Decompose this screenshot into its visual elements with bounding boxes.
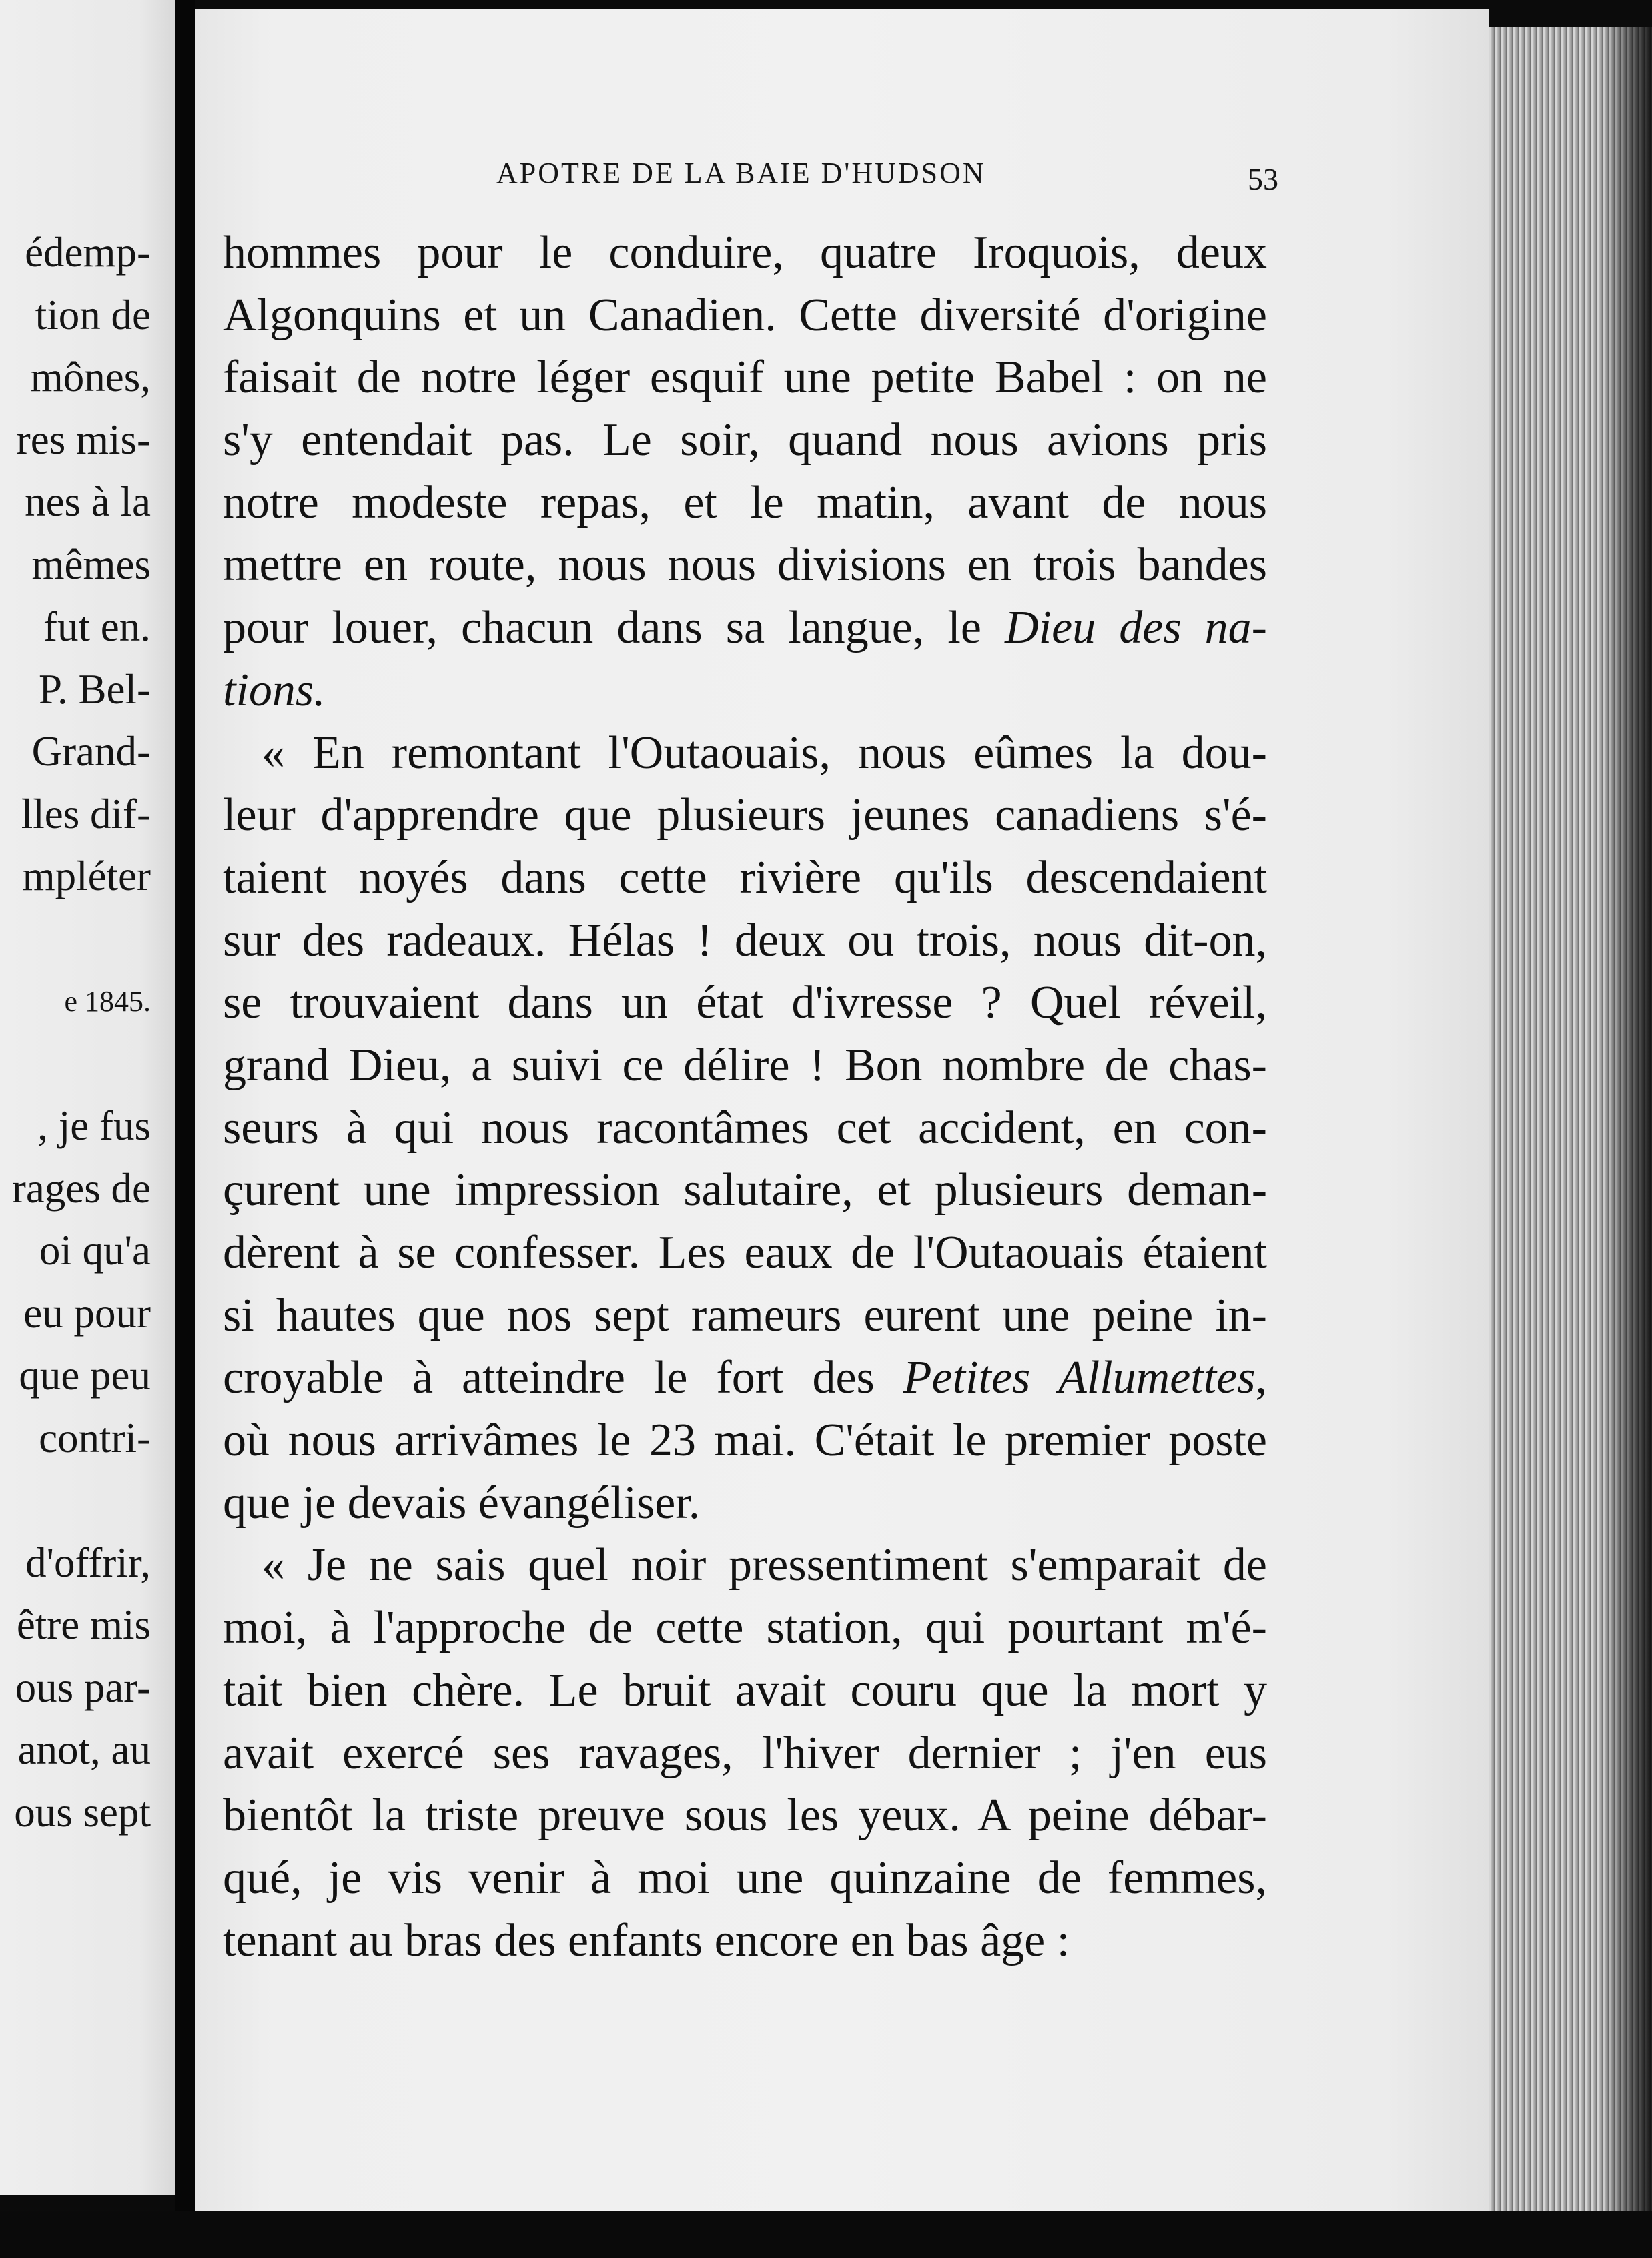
text-line: grand Dieu, a suivi ce délire ! Bon nombre de chas- (223, 1039, 1267, 1091)
left-page-line: que peu (19, 1352, 151, 1399)
left-page-line: fut en. (43, 603, 151, 650)
text-line: çurent une impression salutaire, et plusieurs deman- (223, 1164, 1267, 1216)
text-line: mettre en route, nous nous divisions en trois bandes (223, 539, 1267, 591)
text-line: tait bien chère. Le bruit avait couru que la mort y (223, 1664, 1267, 1716)
text-line: qué, je vis venir à moi une quinzaine de femmes, (223, 1852, 1267, 1904)
text-line: bientôt la triste preuve sous les yeux. A peine débar- (223, 1790, 1267, 1842)
text-segment: croyable à atteindre le fort des (223, 1352, 903, 1404)
left-page-text (12, 222, 151, 1844)
left-page-fragment (0, 0, 175, 2195)
page-edges-shadow (1601, 27, 1652, 2258)
left-page-line: ous par- (15, 1663, 151, 1711)
text-line: si hautes que nos sept rameurs eurent une peine in- (223, 1289, 1267, 1341)
text-line: hommes pour le conduire, quatre Iroquois, deux (223, 227, 1267, 278)
left-page-line (12, 908, 151, 971)
left-page-line: Grand- (31, 728, 151, 775)
scan-border (0, 2211, 1652, 2258)
text-line: dèrent à se confesser. Les eaux de l'Outaouais étaient (223, 1227, 1267, 1278)
text-line: où nous arrivâmes le 23 mai. C'était le premier poste (223, 1415, 1267, 1467)
left-page-line: contri- (39, 1414, 151, 1461)
text-line: Algonquins et un Canadien. Cette diversité d'origine (223, 289, 1267, 341)
text-line (223, 597, 1267, 659)
text-line: moi, à l'approche de cette station, qui pourtant m'é- (223, 1602, 1267, 1654)
left-page-line: être mis (16, 1601, 151, 1648)
paragraph-start: « En remontant l'Outaouais, nous eûmes la dou- (262, 727, 1267, 779)
text-line: s'y entendait pas. Le soir, quand nous avions pris (223, 414, 1267, 466)
left-page-line: res mis- (16, 416, 151, 463)
text-line (223, 659, 1267, 722)
text-line: taient noyés dans cette rivière qu'ils descendaient (223, 851, 1267, 903)
left-page-line: mêmes (31, 540, 151, 588)
left-page-line: d'offrir, (25, 1539, 151, 1586)
left-page-line (12, 1033, 151, 1096)
text-line: leur d'apprendre que plusieurs jeunes canadiens s'é- (223, 789, 1267, 841)
left-page-line (12, 1469, 151, 1532)
running-title: APOTRE DE LA BAIE D'HUDSON (496, 157, 986, 190)
text-segment: , (1255, 1352, 1267, 1404)
italic-phrase: tions. (223, 664, 326, 716)
text-line: que je devais évangéliser. (223, 1477, 701, 1529)
body-text (223, 222, 1267, 1972)
main-page (195, 9, 1489, 2211)
left-page-line: tion de (35, 291, 151, 338)
text-line: se trouvaient dans un état d'ivresse ? Quel réveil, (223, 977, 1267, 1029)
left-page-line: mônes, (30, 354, 151, 400)
left-page-line: anot, au (17, 1726, 151, 1773)
left-page-line: P. Bel- (38, 665, 151, 713)
left-page-line: , je fus (37, 1102, 151, 1149)
left-page-line: édemp- (25, 229, 151, 276)
left-page-line: eu pour (23, 1289, 151, 1337)
text-line: notre modeste repas, et le matin, avant de nous (223, 476, 1267, 528)
text-line: avait exercé ses ravages, l'hiver dernier ; j'en eus (223, 1727, 1267, 1779)
text-line (223, 1347, 1267, 1409)
left-page-line: rages de (11, 1164, 151, 1212)
text-line: sur des radeaux. Hélas ! deux ou trois, nous dit-on, (223, 914, 1267, 966)
book-gutter (175, 0, 195, 2258)
left-page-line: e 1845. (64, 985, 151, 1018)
text-line: tenant au bras des enfants encore en bas âge : (223, 1914, 1070, 1966)
left-page-line: oi qu'a (39, 1227, 151, 1274)
left-page-line: lles dif- (21, 790, 151, 837)
text-line: seurs à qui nous racontâmes cet accident, en con- (223, 1102, 1267, 1154)
left-page-line: mpléter (22, 853, 151, 899)
left-page-line: ous sept (14, 1788, 151, 1836)
page-number: 53 (1248, 162, 1278, 196)
text-segment: pour louer, chacun dans sa langue, le (223, 602, 1005, 654)
italic-phrase: Petites Allumettes (903, 1352, 1256, 1404)
paragraph-start: « Je ne sais quel noir pressentiment s'emparait de (262, 1539, 1267, 1591)
text-line: faisait de notre léger esquif une petite Babel : on ne (223, 352, 1267, 404)
left-page-line: nes à la (25, 478, 151, 525)
italic-phrase: Dieu des na- (1005, 602, 1267, 654)
